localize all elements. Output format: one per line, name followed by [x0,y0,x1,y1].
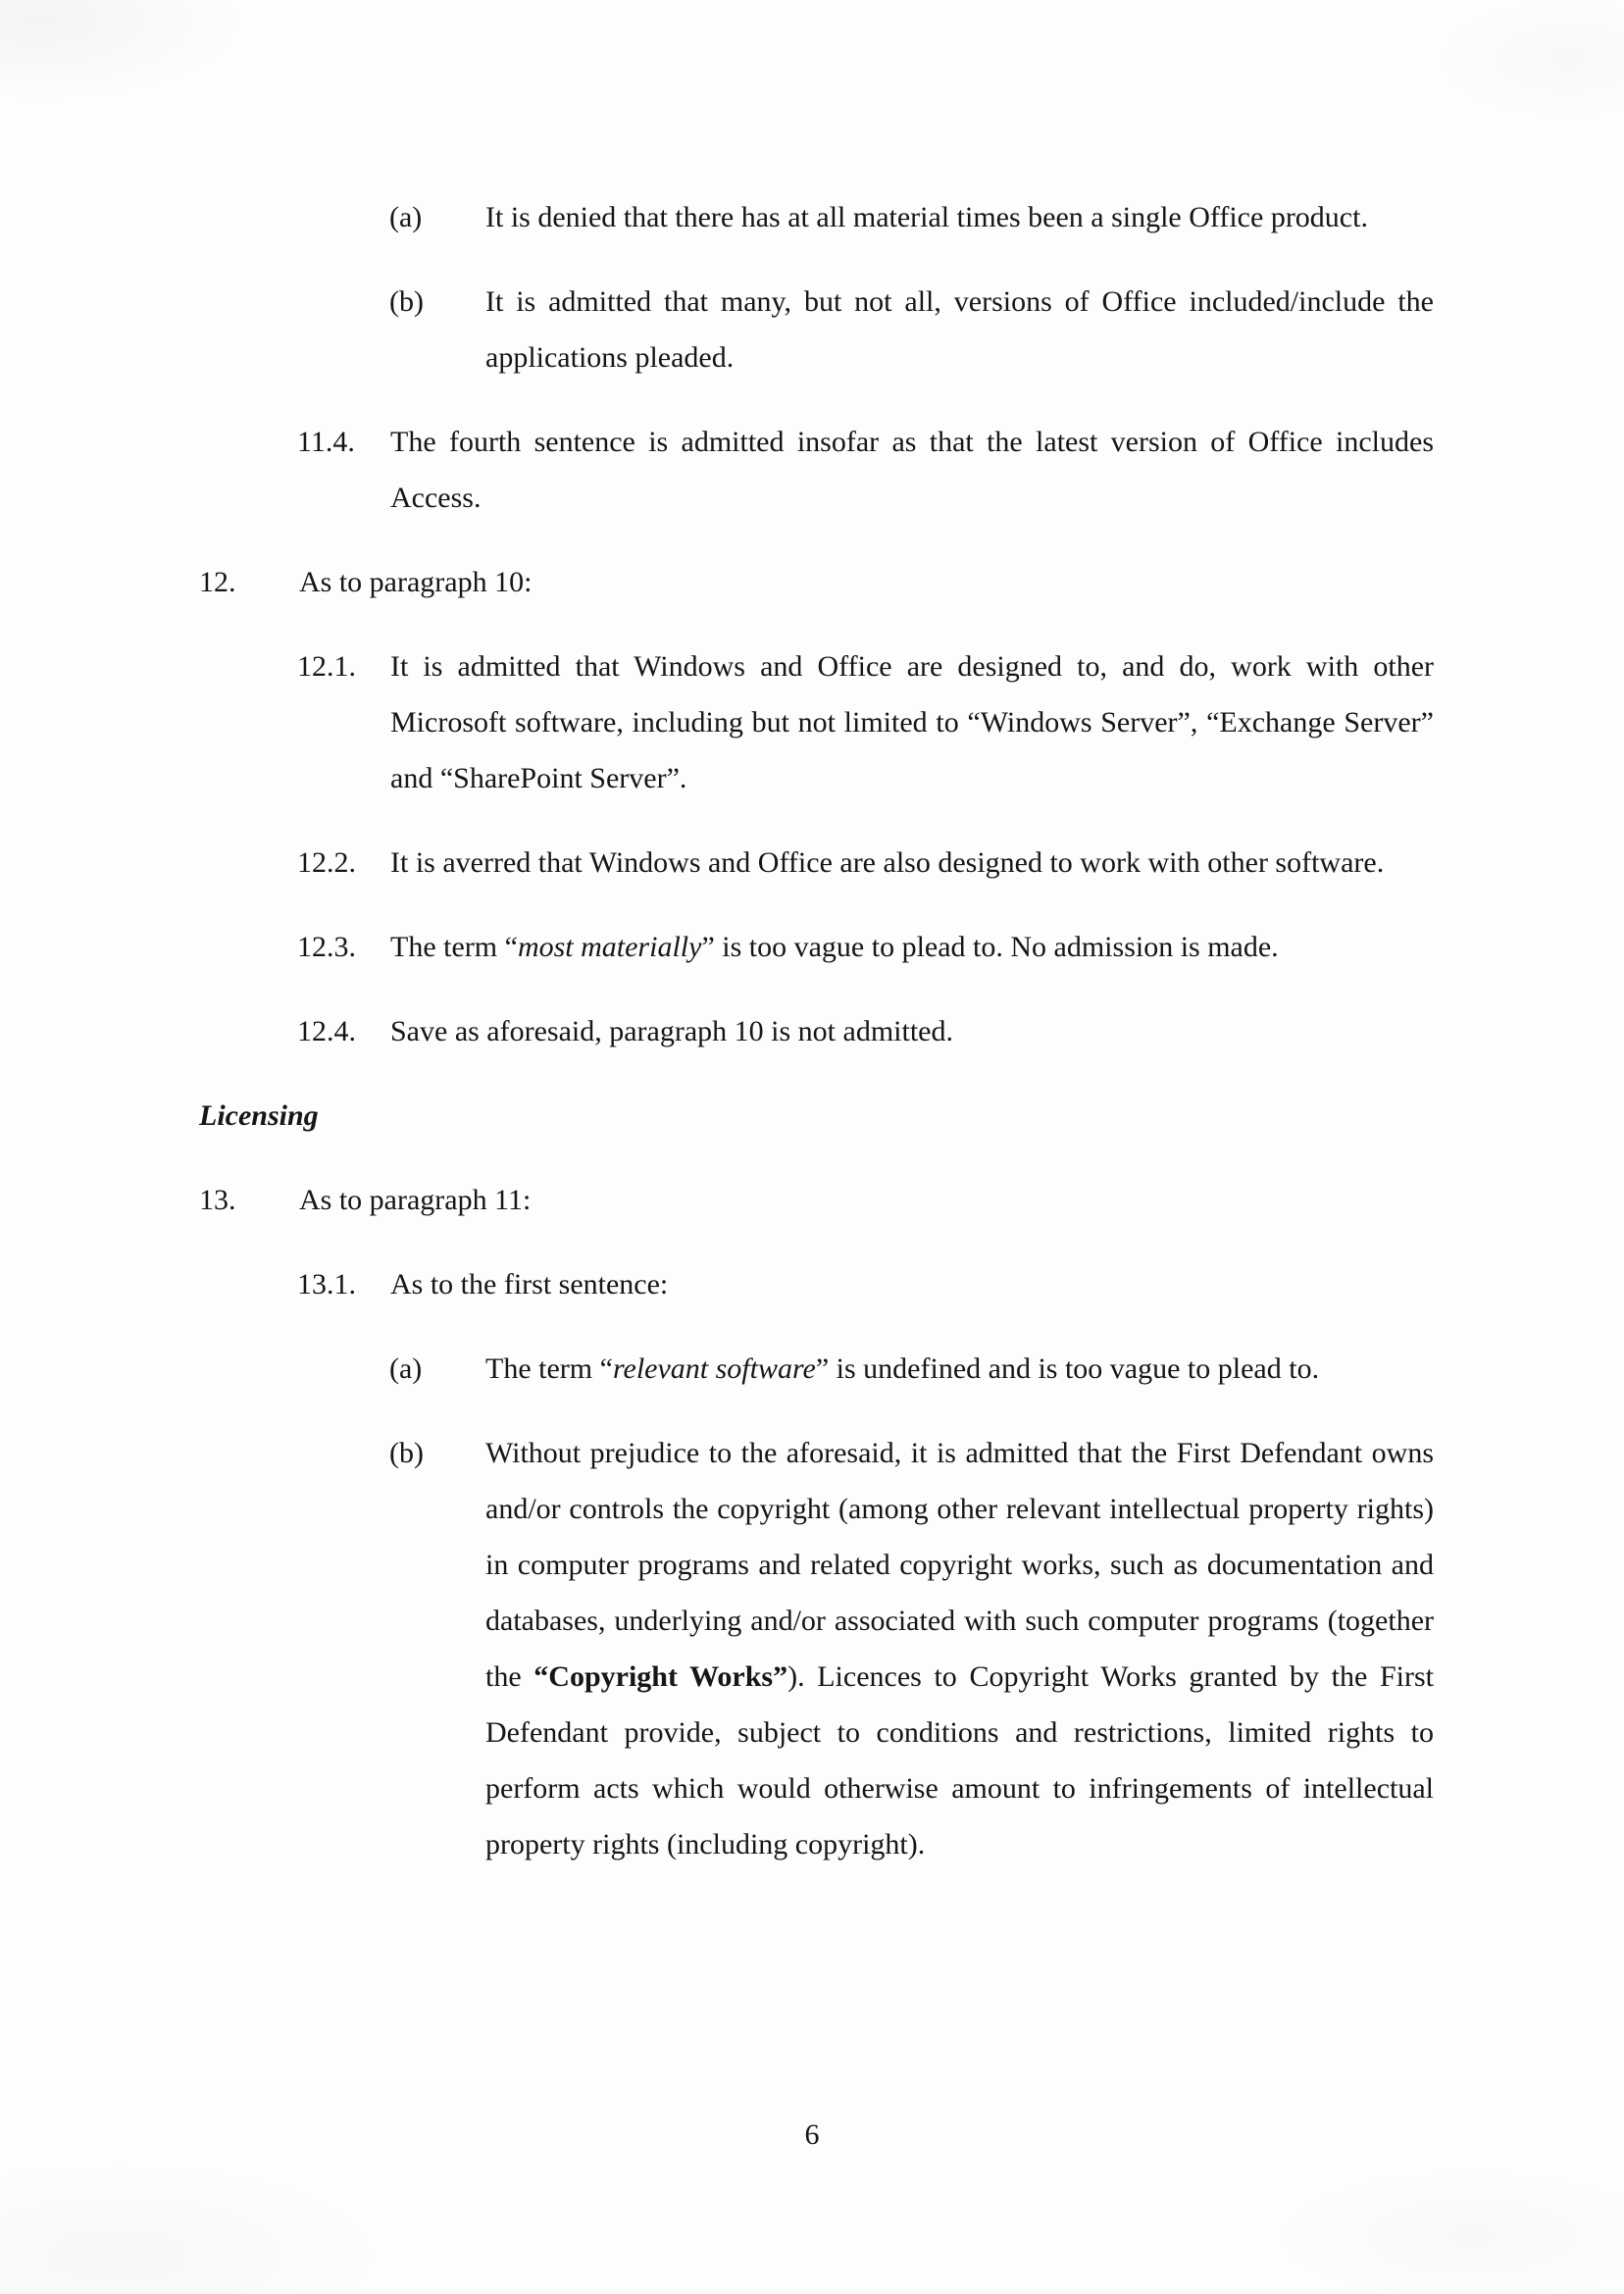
text-run: Without prejudice to the aforesaid, it is admitted that the First Defendant owns and/or controls the copyright (among other relevant intellectual property rights) in computer programs and related copyright works, such as documentation and databases, underlying and/or associated with such computer programs (together the [485,1437,1434,1693]
paragraph-item [389,1341,1434,1397]
text-run: It is admitted that many, but not all, versions of Office included/include the applications pleaded. [485,285,1434,374]
paragraph-item [389,189,1434,245]
paragraph-number: 11.4. [297,426,355,458]
paragraph-text [390,1268,668,1300]
paragraph-text [390,650,1434,794]
text-run: It is denied that there has at all material times been a single Office product. [485,201,1368,233]
text-run: most materially [517,931,702,963]
paragraph-number: (a) [389,1352,423,1385]
paragraph-number: 13. [199,1184,236,1216]
page-number: 6 [804,2118,820,2151]
text-run: ). Licences to Copyright Works granted by the First Defendant provide, subject to conditions and restrictions, limited rights to perform acts which would otherwise amount to infringements of intellectual property rights (including copyright). [485,1660,1434,1861]
paragraph-text [390,426,1434,514]
content [0,189,1624,1901]
paragraph-text [485,1437,1434,1861]
paragraph-text [390,846,1384,879]
paragraph-item [389,274,1434,385]
text-run: The term “ [485,1352,613,1385]
paragraph-item [297,1003,1434,1059]
paragraph-number: 12. [199,566,236,598]
paragraph-text [199,1099,319,1132]
text-run: “Copyright Works” [533,1660,788,1693]
paragraph-text [485,201,1368,233]
paragraph-text [299,566,532,598]
text-run: As to paragraph 11: [299,1184,532,1216]
paragraph-number: (b) [389,285,424,318]
text-run: Save as aforesaid, paragraph 10 is not admitted. [390,1015,953,1047]
paragraph-number: 12.2. [297,846,356,879]
paragraph-number: (b) [389,1437,424,1469]
text-run: As to paragraph 10: [299,566,533,598]
paragraph-item [297,835,1434,891]
paragraph-item [297,1256,1434,1312]
paragraph-item [199,554,1434,610]
paragraph-number: 12.1. [297,650,356,683]
paragraph-item [389,1425,1434,1872]
text-run: ” is too vague to plead to. No admission is made. [701,931,1279,963]
paragraph-number: 13.1. [297,1268,356,1300]
paragraph-item [199,1172,1434,1228]
paragraph-item [297,414,1434,526]
text-run: It is averred that Windows and Office are also designed to work with other software. [390,846,1385,879]
paragraph-number: 12.3. [297,931,356,963]
text-run: As to the first sentence: [390,1268,669,1300]
paragraph-number: (a) [389,201,423,233]
text-run: ” is undefined and is too vague to plead to. [815,1352,1320,1385]
text-run: relevant software [612,1352,816,1385]
paragraph-text [390,931,1279,963]
paragraph-text [485,1352,1319,1385]
paragraph-item [297,638,1434,806]
text-run: Licensing [199,1099,319,1132]
paragraph-text [299,1184,531,1216]
text-run: The term “ [390,931,518,963]
section-heading [199,1088,1434,1144]
text-run: It is admitted that Windows and Office are designed to, and do, work with other Microsoft software, including but not limited to “Windows Server”, “Exchange Server” and “SharePoint Server”. [390,650,1434,794]
paragraph-item [297,919,1434,975]
paragraph-number: 12.4. [297,1015,356,1047]
paragraph-text [390,1015,953,1047]
text-run: The fourth sentence is admitted insofar as that the latest version of Office includes Access. [390,426,1434,514]
paragraph-text [485,285,1434,374]
